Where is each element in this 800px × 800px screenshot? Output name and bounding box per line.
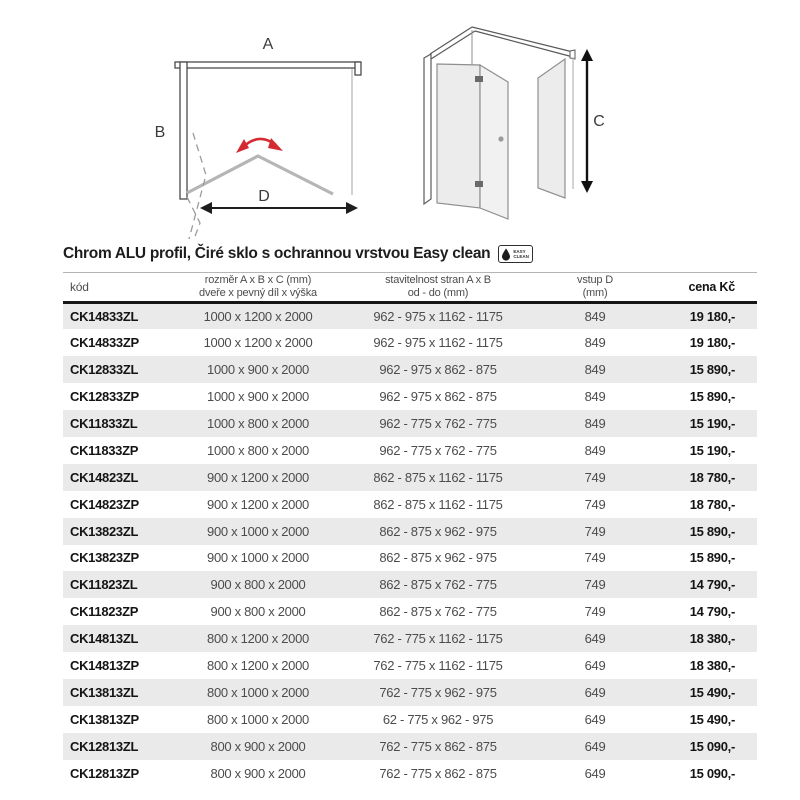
cell-stavitelnost: 962 - 975 x 1162 - 1175 xyxy=(373,335,503,351)
top-profile-bar xyxy=(175,62,361,75)
cell-stavitelnost: 862 - 875 x 762 - 775 xyxy=(379,604,497,620)
cell-vstup: 649 xyxy=(584,684,606,700)
cell-vstup: 849 xyxy=(584,309,606,325)
cell-kod: CK13823ZL xyxy=(70,523,139,539)
cell-rozmer: 1000 x 800 x 2000 xyxy=(207,416,309,431)
table-row xyxy=(63,571,757,598)
table-row xyxy=(63,518,757,545)
header-vstup-line1: vstup D xyxy=(577,274,613,286)
cell-vstup: 649 xyxy=(584,631,606,647)
price-table xyxy=(63,272,757,787)
cell-stavitelnost: 762 - 775 x 862 - 875 xyxy=(379,765,497,781)
cell-cena: 18 380,- xyxy=(689,631,735,647)
cell-cena: 15 890,- xyxy=(689,362,735,378)
table-row xyxy=(63,491,757,518)
cell-vstup: 849 xyxy=(584,389,606,405)
cell-kod: CK14833ZL xyxy=(70,309,139,325)
cell-kod: CK14813ZP xyxy=(70,658,139,674)
table-row xyxy=(63,356,757,383)
dim-b-label: B xyxy=(154,124,166,141)
table-row xyxy=(63,706,757,733)
cell-vstup: 749 xyxy=(584,469,606,485)
cell-kod: CK13813ZP xyxy=(70,711,139,727)
header-stavitelnost-line1: stavitelnost stran A x B xyxy=(385,274,491,286)
cell-vstup: 749 xyxy=(584,496,606,512)
cell-kod: CK12813ZP xyxy=(70,765,139,781)
cell-rozmer: 1000 x 1200 x 2000 xyxy=(203,309,313,325)
left-profile-bar xyxy=(180,62,187,199)
table-row xyxy=(63,303,757,330)
cell-rozmer: 1000 x 900 x 2000 xyxy=(207,389,309,405)
table-row xyxy=(63,679,757,706)
table-row xyxy=(63,464,757,491)
table-row xyxy=(63,733,757,760)
cell-rozmer: 1000 x 1200 x 2000 xyxy=(203,335,313,351)
table-row xyxy=(63,545,757,572)
table-row xyxy=(63,329,757,356)
swing-arrow-icon xyxy=(236,138,283,153)
cell-stavitelnost: 962 - 775 x 762 - 775 xyxy=(379,416,497,431)
cell-cena: 15 090,- xyxy=(689,738,735,754)
cell-stavitelnost: 962 - 975 x 862 - 875 xyxy=(379,389,497,405)
cell-kod: CK14813ZL xyxy=(70,631,139,647)
cell-stavitelnost: 62 - 775 x 962 - 975 xyxy=(382,711,494,727)
table-row xyxy=(63,625,757,652)
table-row xyxy=(63,760,757,787)
cell-vstup: 749 xyxy=(584,550,606,566)
cell-rozmer: 800 x 900 x 2000 xyxy=(210,765,306,781)
table-row xyxy=(63,652,757,679)
cell-vstup: 749 xyxy=(584,523,606,539)
header-vstup xyxy=(543,273,647,303)
cell-cena: 15 490,- xyxy=(689,711,735,727)
header-stavitelnost-line2: od - do (mm) xyxy=(407,287,469,299)
top-view-diagram xyxy=(140,25,410,240)
cell-kod: CK11833ZP xyxy=(70,442,139,458)
cell-stavitelnost: 762 - 775 x 1162 - 1175 xyxy=(373,631,503,647)
wall-profile-bar xyxy=(424,54,431,204)
cell-rozmer: 800 x 1200 x 2000 xyxy=(207,658,309,674)
dim-c-label: C xyxy=(593,113,605,130)
cell-vstup: 649 xyxy=(584,711,606,727)
dim-a-label: A xyxy=(262,36,274,53)
cell-rozmer: 900 x 1200 x 2000 xyxy=(207,469,309,485)
cell-cena: 14 790,- xyxy=(689,577,735,593)
cell-kod: CK13823ZP xyxy=(70,550,139,566)
easy-clean-badge xyxy=(498,245,533,263)
section-heading-row xyxy=(63,245,763,263)
dim-d-label: D xyxy=(258,188,270,205)
cell-rozmer: 1000 x 800 x 2000 xyxy=(207,442,309,458)
cell-cena: 15 890,- xyxy=(689,389,735,405)
header-cena: cena Kč xyxy=(688,279,735,294)
table-row xyxy=(63,383,757,410)
left-glass-panel xyxy=(437,64,480,208)
cell-vstup: 849 xyxy=(584,442,606,458)
cell-rozmer: 900 x 1000 x 2000 xyxy=(207,523,309,539)
hinge-bottom-icon xyxy=(475,181,483,187)
cell-stavitelnost: 862 - 875 x 962 - 975 xyxy=(379,523,497,539)
cell-kod: CK14823ZP xyxy=(70,496,139,512)
cell-stavitelnost: 962 - 975 x 1162 - 1175 xyxy=(373,309,503,325)
top-rails xyxy=(430,27,575,65)
cell-kod: CK12833ZL xyxy=(70,362,139,378)
right-glass-panel xyxy=(538,59,565,198)
cell-cena: 15 890,- xyxy=(689,523,735,539)
cell-stavitelnost: 862 - 875 x 1162 - 1175 xyxy=(373,496,503,512)
cell-cena: 15 190,- xyxy=(689,416,735,431)
cell-cena: 15 190,- xyxy=(689,442,735,458)
cell-kod: CK14833ZP xyxy=(70,335,139,351)
header-vstup-line2: (mm) xyxy=(582,287,608,299)
dim-c-arrow xyxy=(581,49,593,193)
water-drop-icon xyxy=(501,248,511,261)
dim-d-arrow xyxy=(200,202,358,214)
folding-door-panel xyxy=(480,65,508,219)
header-rozmer-line1: rozměr A x B x C (mm) xyxy=(204,274,312,286)
header-rozmer-line2: dveře x pevný díl x výška xyxy=(199,287,317,299)
easy-clean-badge-line1: EASY xyxy=(513,249,526,254)
cell-vstup: 849 xyxy=(584,416,606,431)
cell-rozmer: 900 x 800 x 2000 xyxy=(210,577,306,593)
cell-vstup: 849 xyxy=(584,335,606,351)
cell-stavitelnost: 862 - 875 x 962 - 975 xyxy=(379,550,497,566)
header-kod: kód xyxy=(70,279,89,294)
price-table-body xyxy=(63,303,757,787)
cell-kod: CK11823ZL xyxy=(70,577,138,593)
cell-vstup: 649 xyxy=(584,738,606,754)
header-rozmer xyxy=(183,273,333,303)
cell-rozmer: 800 x 1200 x 2000 xyxy=(207,631,309,647)
cell-rozmer: 800 x 900 x 2000 xyxy=(210,738,306,754)
cell-rozmer: 900 x 1000 x 2000 xyxy=(207,550,309,566)
cell-cena: 18 380,- xyxy=(689,658,735,674)
cell-rozmer: 800 x 1000 x 2000 xyxy=(207,684,309,700)
cell-cena: 15 490,- xyxy=(689,684,735,700)
table-row xyxy=(63,598,757,625)
cell-cena: 15 890,- xyxy=(689,550,735,566)
table-row xyxy=(63,410,757,437)
cell-stavitelnost: 762 - 775 x 1162 - 1175 xyxy=(373,658,503,674)
cell-kod: CK12813ZL xyxy=(70,738,139,754)
cell-vstup: 649 xyxy=(584,658,606,674)
cell-cena: 19 180,- xyxy=(689,309,735,325)
door-handle-icon xyxy=(498,136,503,141)
cell-kod: CK13813ZL xyxy=(70,684,139,700)
cell-cena: 15 090,- xyxy=(689,765,735,781)
easy-clean-badge-line2: CLEAN xyxy=(513,254,529,259)
cell-kod: CK12833ZP xyxy=(70,389,139,405)
cell-vstup: 849 xyxy=(584,362,606,378)
table-row xyxy=(63,437,757,464)
page-title: Chrom ALU profil, Čiré sklo s ochrannou vrstvou Easy clean xyxy=(63,245,491,262)
cell-rozmer: 900 x 1200 x 2000 xyxy=(207,496,309,512)
hinge-top-icon xyxy=(475,76,483,82)
cell-rozmer: 1000 x 900 x 2000 xyxy=(207,362,309,378)
cell-stavitelnost: 962 - 775 x 762 - 775 xyxy=(379,442,497,458)
cell-stavitelnost: 762 - 775 x 862 - 875 xyxy=(379,738,497,754)
table-header-row xyxy=(63,273,757,303)
cell-cena: 19 180,- xyxy=(689,335,735,351)
cell-kod: CK11823ZP xyxy=(70,604,139,620)
header-stavitelnost xyxy=(333,273,543,303)
cell-vstup: 749 xyxy=(584,604,606,620)
cell-cena: 14 790,- xyxy=(689,604,735,620)
cell-vstup: 649 xyxy=(584,765,606,781)
perspective-diagram xyxy=(415,22,620,234)
cell-cena: 18 780,- xyxy=(689,469,735,485)
cell-stavitelnost: 862 - 875 x 1162 - 1175 xyxy=(373,469,503,485)
cell-stavitelnost: 962 - 975 x 862 - 875 xyxy=(379,362,497,378)
cell-stavitelnost: 762 - 775 x 962 - 975 xyxy=(379,684,497,700)
cell-kod: CK11833ZL xyxy=(70,416,138,431)
cell-cena: 18 780,- xyxy=(689,496,735,512)
cell-rozmer: 800 x 1000 x 2000 xyxy=(207,711,309,727)
cell-kod: CK14823ZL xyxy=(70,469,139,485)
cell-stavitelnost: 862 - 875 x 762 - 775 xyxy=(379,577,497,593)
cell-rozmer: 900 x 800 x 2000 xyxy=(210,604,306,620)
cell-vstup: 749 xyxy=(584,577,606,593)
